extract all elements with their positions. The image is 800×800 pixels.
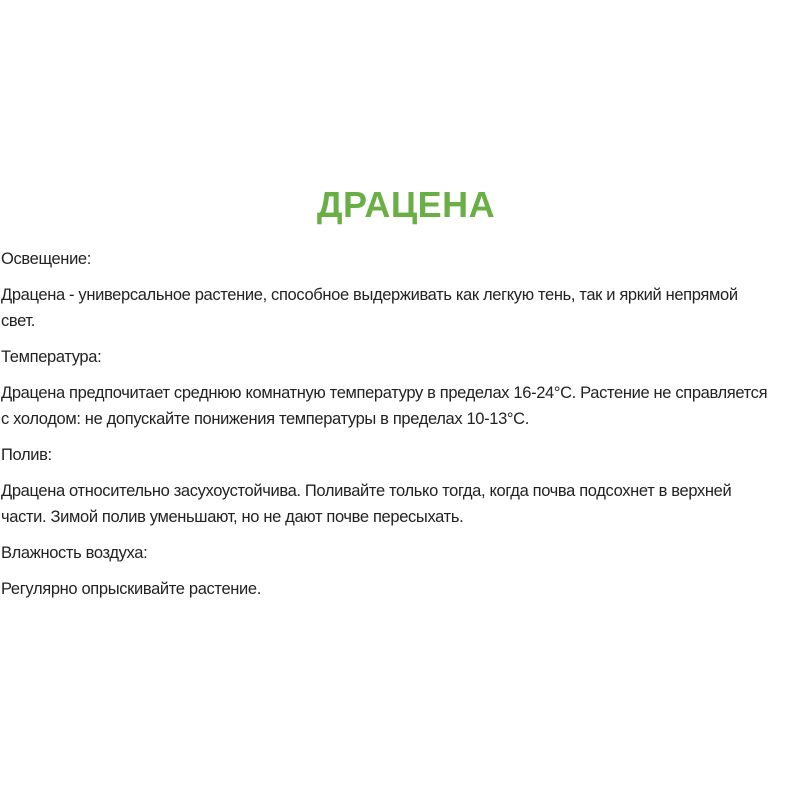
section-text [1,380,799,432]
section-label: Влажность воздуха: [1,544,148,562]
section-text [1,576,799,602]
text-line: с холодом: не допускайте понижения температуры в пределах 10-13°C. [1,410,529,428]
text-line: Драцена - универсальное растение, способное выдерживать как легкую тень, так и яркий непрямой [1,286,738,304]
text-line: свет. [1,312,36,330]
text-line: части. Зимой полив уменьшают, но не дают почве пересыхать. [1,508,464,526]
text-line: Драцена предпочитает среднюю комнатную температуру в пределах 16-24°C. Растение не справляется [1,384,768,402]
page-title: ДРАЦЕНА [316,184,496,225]
section-humidity [1,540,799,602]
section-label: Полив: [1,446,52,464]
section-temperature [1,344,799,432]
section-label: Температура: [1,348,102,366]
section-text [1,478,799,530]
section-watering [1,442,799,530]
care-content [1,246,799,612]
section-text [1,282,799,334]
text-line: Регулярно опрыскивайте растение. [1,580,261,598]
text-line: Драцена относительно засухоустойчива. Поливайте только тогда, когда почва подсохнет в верхней [1,482,732,500]
section-lighting [1,246,799,334]
section-label: Освещение: [1,250,91,268]
